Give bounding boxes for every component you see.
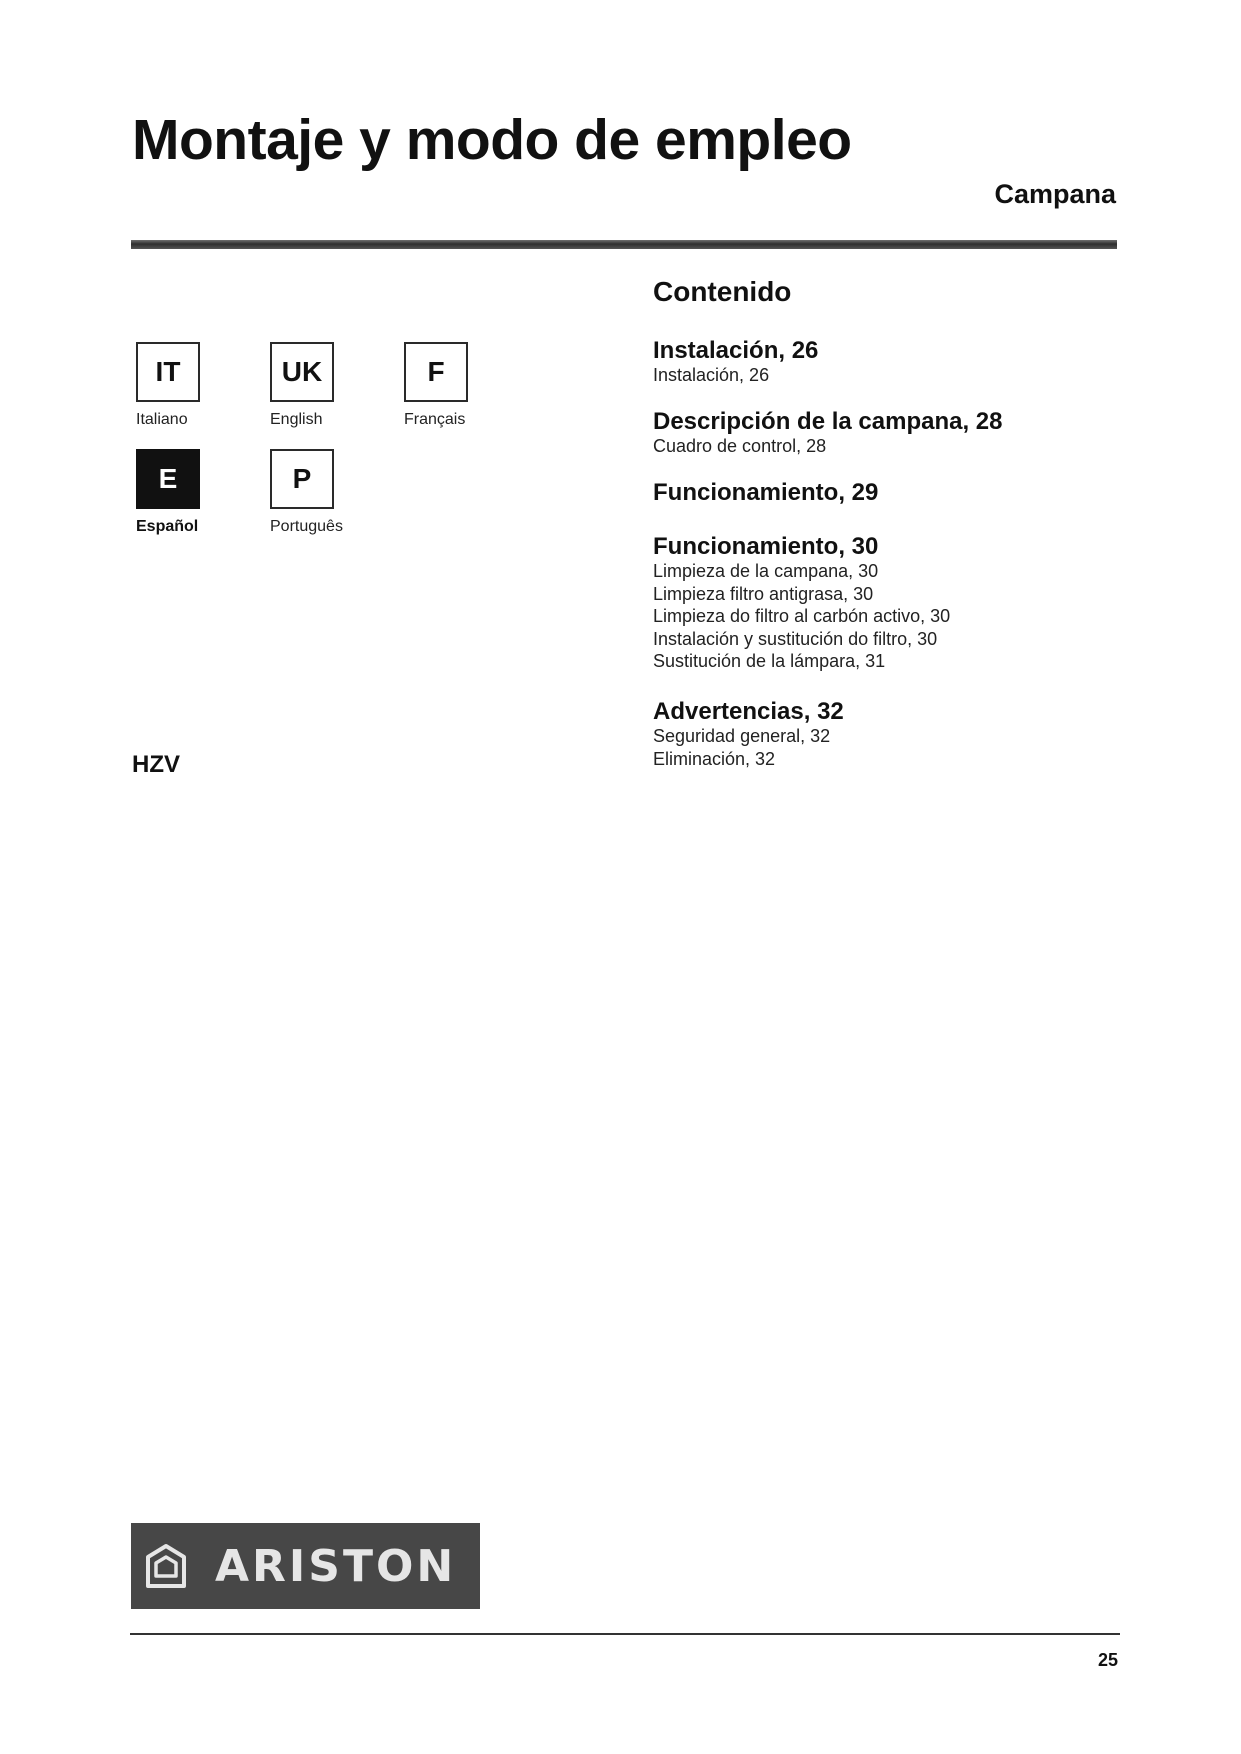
language-code-box[interactable]: F [404,342,468,402]
language-code-box[interactable]: P [270,449,334,509]
page-number: 25 [1097,1650,1118,1670]
language-option-e[interactable] [136,449,256,536]
language-option-p[interactable] [270,449,390,536]
header-divider [131,240,1117,249]
toc-section [653,480,1113,506]
language-label: Italiano [136,411,188,428]
toc-section [653,699,1113,770]
toc-section [653,338,1113,387]
toc-section [653,409,1113,458]
brand-logo [131,1523,480,1609]
language-option-f[interactable] [404,342,524,429]
language-label: Español [136,518,199,535]
footer-divider [130,1633,1120,1635]
toc-section [653,534,1113,673]
toc-item[interactable]: Instalación y sustitución do filtro, 30 [653,628,938,649]
table-of-contents [653,277,1113,792]
toc-item[interactable]: Limpieza filtro antigrasa, 30 [653,583,874,604]
model-name: HZV [132,751,180,778]
language-option-it[interactable] [136,342,256,429]
toc-item[interactable]: Seguridad general, 32 [653,726,831,747]
toc-section-title[interactable]: Funcionamiento, 29 [653,478,879,506]
toc-item[interactable]: Sustitución de la lámpara, 31 [653,651,886,672]
toc-item[interactable]: Eliminación, 32 [653,748,776,769]
toc-section-title[interactable]: Instalación, 26 [653,336,819,364]
language-code-box[interactable]: UK [270,342,334,402]
product-subtitle: Campana [994,179,1116,209]
toc-item[interactable]: Instalación, 26 [653,365,770,386]
language-label: English [270,411,323,428]
toc-section-title[interactable]: Funcionamiento, 30 [653,532,879,560]
toc-item[interactable]: Cuadro de control, 28 [653,436,827,457]
language-code-box[interactable]: E [136,449,200,509]
page-title: Montaje y modo de empleo [132,108,852,172]
toc-item[interactable]: Limpieza do filtro al carbón activo, 30 [653,606,951,627]
language-option-uk[interactable] [270,342,390,429]
toc-section-title[interactable]: Advertencias, 32 [653,697,844,725]
toc-heading: Contenido [653,276,792,307]
brand-name: ARISTON [215,1540,457,1592]
toc-section-title[interactable]: Descripción de la campana, 28 [653,407,1003,435]
language-label: Português [270,518,343,535]
language-code-box[interactable]: IT [136,342,200,402]
language-label: Français [404,411,466,428]
toc-item[interactable]: Limpieza de la campana, 30 [653,561,879,582]
house-logo-icon [145,1543,187,1589]
